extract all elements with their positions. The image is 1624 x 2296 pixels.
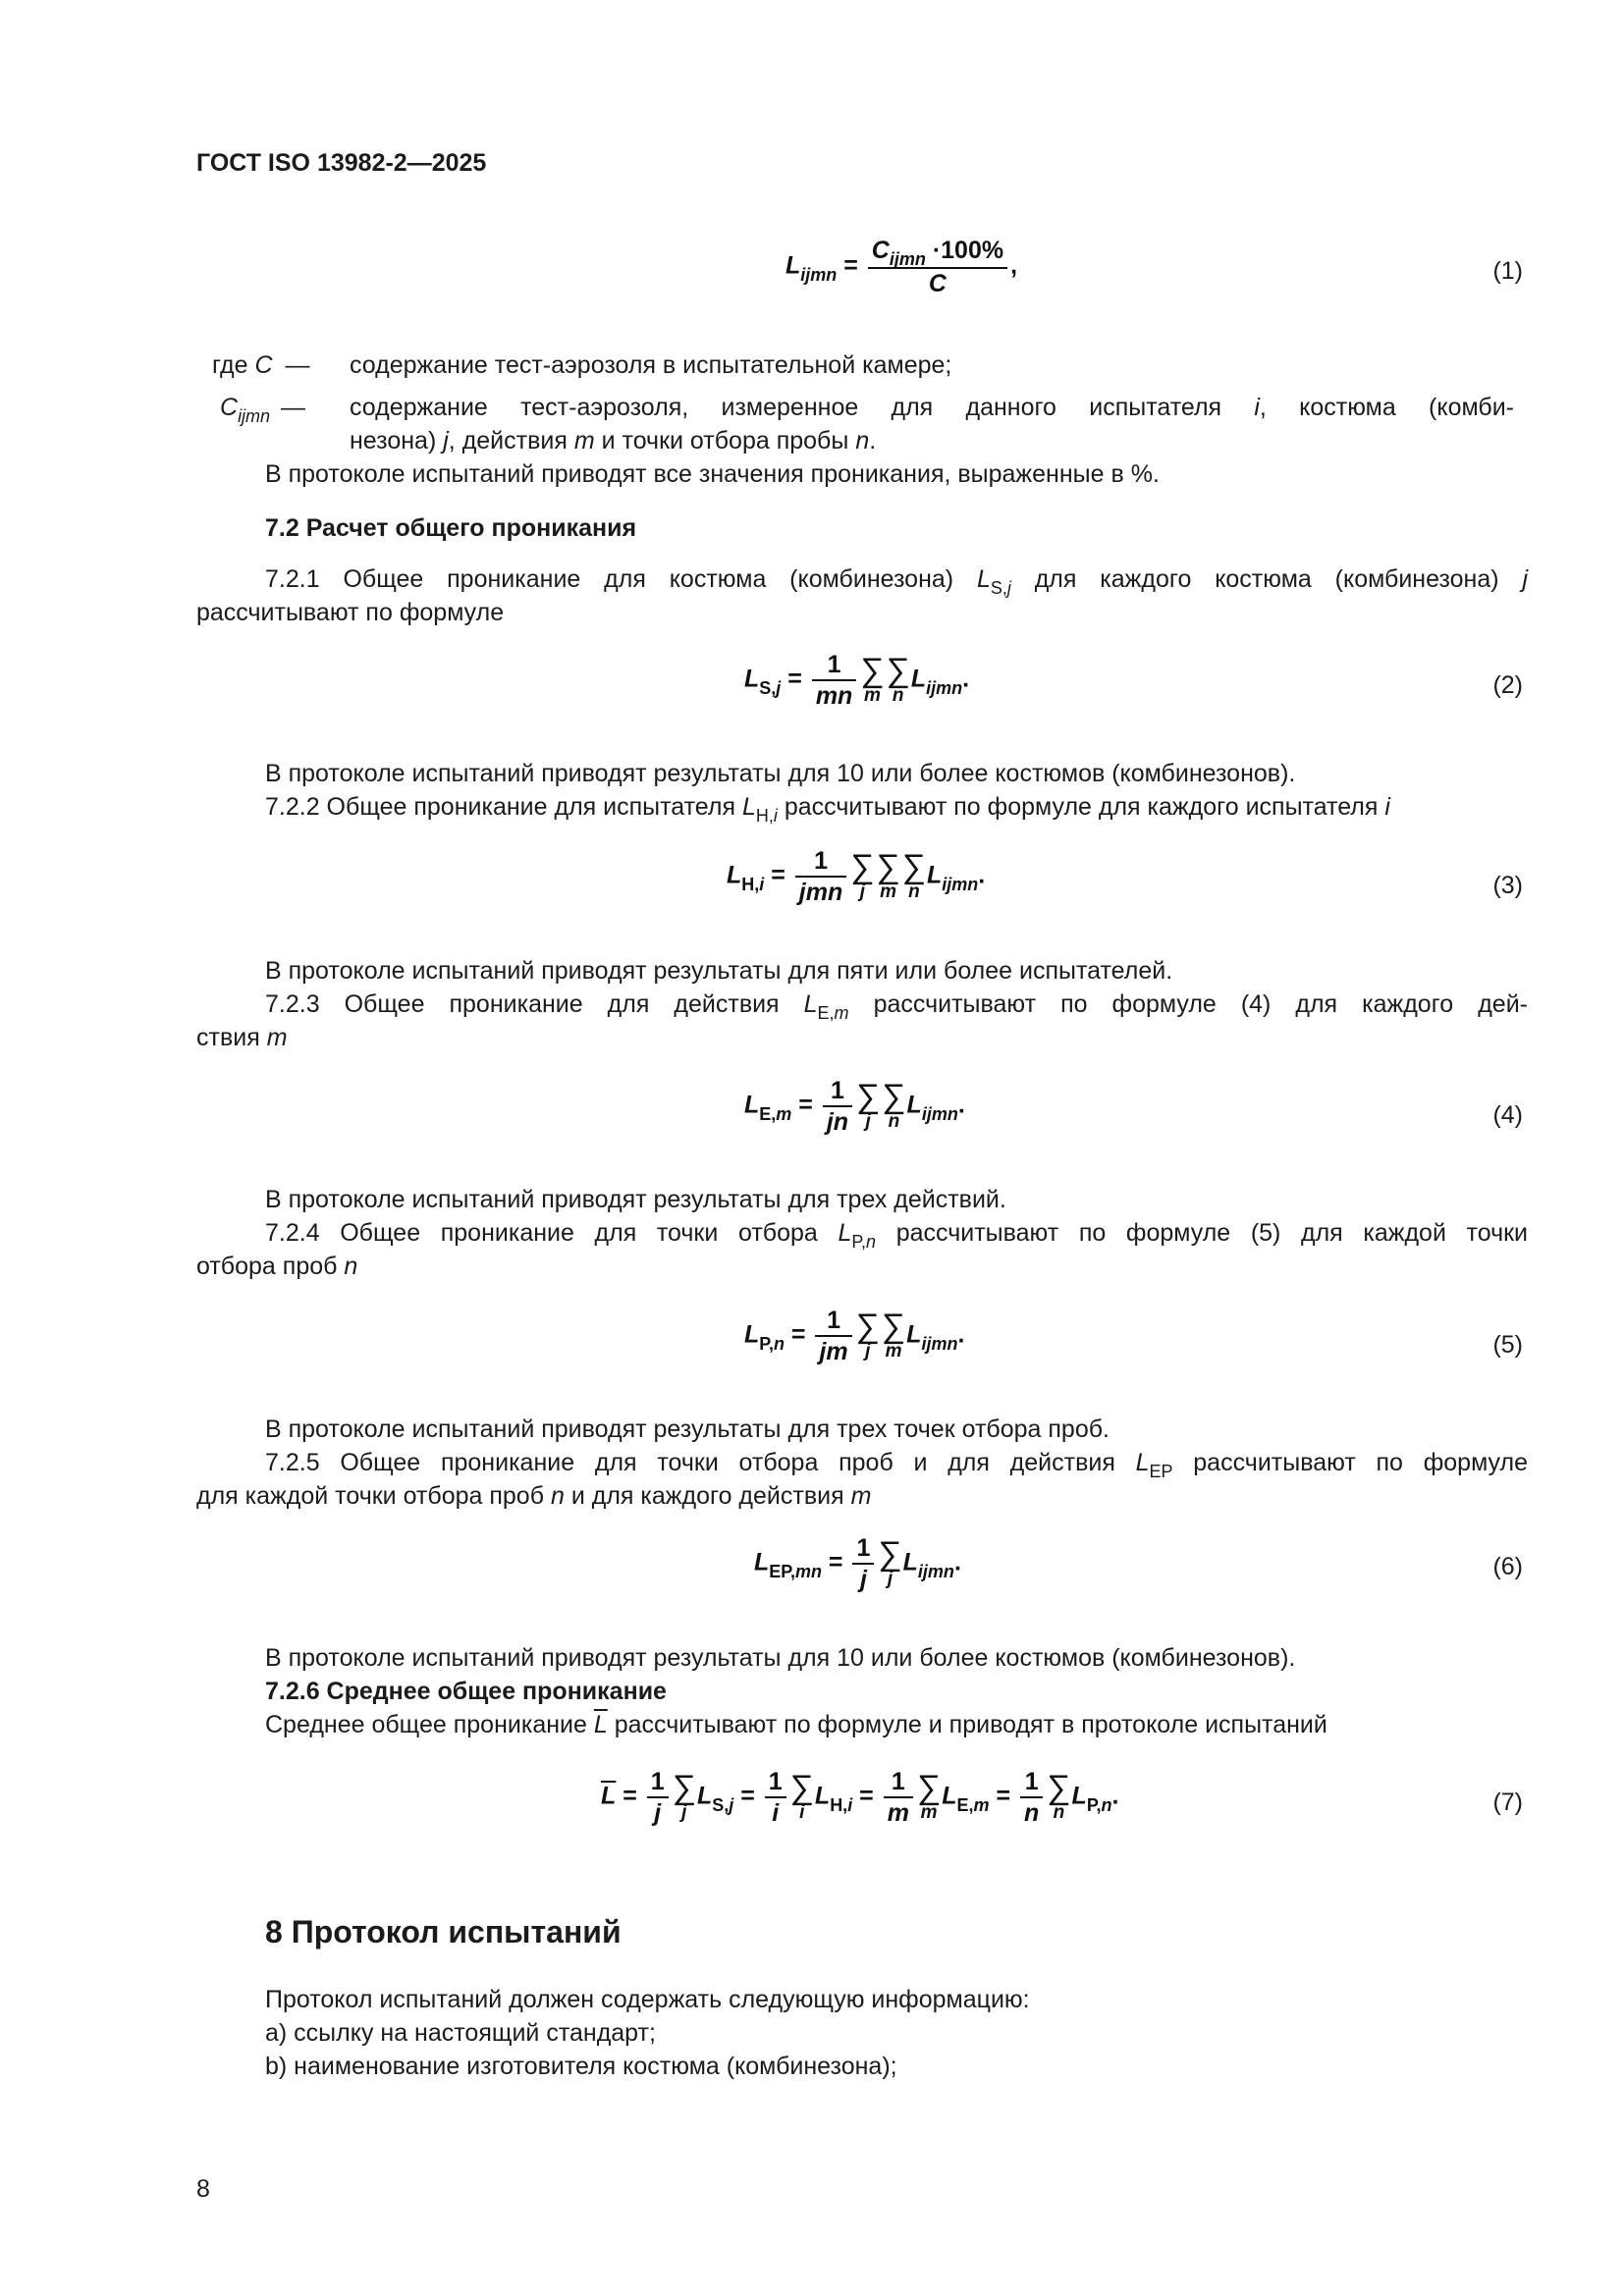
s723-symbol-sub-m: m [834, 1003, 849, 1023]
equation-number-2: (2) [1492, 671, 1523, 699]
s722-var: i [1384, 793, 1390, 821]
s725-symbol-sub: EP [1149, 1462, 1173, 1481]
equation-7: $\overline{L}$ = $\frac{1}{j}$ ∑ j $L_{S,j}$ = $\frac{1}{i}$ ∑ i $L_{H,i}$ = $\frac{1}{m}$ ∑ m $L_{E,m}$ = $\frac{1}{n}$ ∑ n $L_{P,n}$. [601, 1768, 1119, 1827]
s721-text-a: 7.2.1 Общее проникание для костюма (комбинезона) [265, 565, 954, 593]
s726-symbol-lbar: $\overline{L}$ [593, 1711, 608, 1738]
s725-symbol: L [1135, 1449, 1150, 1476]
paragraph-7-2-3 [265, 988, 1528, 1023]
s724-symbol-sub-n: n [866, 1232, 877, 1252]
document-header: ГОСТ ISO 13982-2—2025 [196, 149, 487, 177]
paragraph-5-testers: В протоколе испытаний приводят результаты для пяти или более испытателей. [265, 957, 1173, 985]
paragraph-7-2-1-line2: рассчитывают по формуле [196, 599, 505, 626]
page-number: 8 [196, 2175, 210, 2203]
cijmn-def-part-1: содержание тест-аэрозоля, измеренное для данного испытателя [350, 394, 1222, 421]
where-dash: — [285, 351, 310, 379]
equation-number-3: (3) [1492, 872, 1523, 899]
s725-line2-a: для каждой точки отбора проб [196, 1482, 545, 1510]
cijmn-def-part-4: , действия [448, 427, 568, 454]
section-7-2-title: 7.2 Расчет общего проникания [265, 514, 637, 542]
s721-var: j [1522, 565, 1528, 593]
where-dash-2: — [281, 394, 306, 421]
s722-symbol: L [741, 793, 756, 821]
s724-text-a: 7.2.4 Общее проникание для точки отбора [265, 1219, 818, 1247]
cijmn-var-n: n [855, 427, 870, 454]
equation-5: $L_{P,n}$ = $\frac{1}{jm}$ ∑ j ∑ m $L_{ijmn}$. [744, 1307, 965, 1365]
paragraph-7-2-4-line2 [196, 1250, 357, 1283]
s723-symbol: L [803, 990, 818, 1018]
paragraph-7-2-4 [265, 1216, 1528, 1252]
s721-symbol: L [976, 565, 991, 593]
paragraph-10-suits-b: В протоколе испытаний приводят результаты для 10 или более костюмов (комбинезонов). [265, 1644, 1296, 1672]
where-c-line [212, 348, 1528, 382]
section-8-intro: Протокол испытаний должен содержать следующую информацию: [265, 1986, 1030, 2013]
where-cijmn-symbol-line [220, 391, 305, 426]
where-cijmn-symbol: C [220, 394, 239, 421]
equation-number-1: (1) [1492, 257, 1523, 285]
equation-6: $L_{EP,mn}$ = $\frac{1}{j}$ ∑ j $L_{ijmn}$. [754, 1534, 961, 1593]
s725-var-m: m [850, 1482, 872, 1510]
s721-symbol-sub-j: j [1006, 578, 1011, 598]
cijmn-def-part-5: и точки отбора пробы [601, 427, 849, 454]
s723-symbol-sub: E, [817, 1003, 835, 1023]
cijmn-def-part-6: . [869, 427, 877, 454]
paragraph-7-2-6 [265, 1708, 1327, 1741]
s726-text-a: Среднее общее проникание [265, 1711, 587, 1738]
s723-line2: ствия [196, 1024, 260, 1051]
s724-text-b: рассчитывают по формуле (5) для каждой точки [895, 1219, 1529, 1247]
section-7-2-6-title: 7.2.6 Среднее общее проникание [265, 1678, 667, 1705]
paragraph-3-points: В протоколе испытаний приводят результаты для трех точек отбора проб. [265, 1415, 1110, 1443]
section-8-title: 8 Протокол испытаний [265, 1914, 622, 1949]
s725-var-n: n [550, 1482, 565, 1510]
paragraph-all-values: В протоколе испытаний приводят все значения проникания, выраженные в %. [265, 460, 1160, 488]
s725-text-a: 7.2.5 Общее проникание для точки отбора проб и для действия [265, 1449, 1115, 1476]
where-cijmn-sub: ijmn [238, 406, 271, 426]
s722-text-a: 7.2.2 Общее проникание для испытателя [265, 793, 736, 821]
s722-symbol-sub: H, [755, 806, 774, 826]
equation-1: $L_{ijmn}$ = $\frac{C_{ijmn} \cdot 100\%}{C}$ , [785, 237, 1018, 297]
s723-var: m [266, 1024, 288, 1051]
s724-symbol: L [838, 1219, 852, 1247]
s721-text-b: для каждого костюма (комбинезона) [1034, 565, 1499, 593]
equation-number-5: (5) [1492, 1331, 1523, 1359]
s724-line2: отбора проб [196, 1253, 338, 1280]
paragraph-7-2-2 [265, 790, 1532, 826]
section-8-item-a: a) ссылку на настоящий стандарт; [265, 2019, 656, 2047]
cijmn-def-part-3: незона) [350, 427, 437, 454]
where-c-definition: содержание тест-аэрозоля в испытательной камере; [350, 351, 952, 379]
cijmn-var-j: j [443, 427, 449, 454]
s722-symbol-sub-i: i [773, 806, 778, 826]
paragraph-7-2-3-line2 [196, 1021, 288, 1054]
s726-text-b: рассчитывают по формуле и приводят в протоколе испытаний [614, 1711, 1327, 1738]
s721-symbol-sub: S, [990, 578, 1007, 598]
equation-4: $L_{E,m}$ = $\frac{1}{jn}$ ∑ j ∑ n $L_{ijmn}$. [744, 1077, 965, 1136]
paragraph-7-2-5 [265, 1446, 1528, 1481]
cijmn-def-part-2: , костюма (комби- [1259, 394, 1514, 421]
s722-text-b: рассчитывают по формуле для каждого испытателя [784, 793, 1379, 821]
equation-number-4: (4) [1492, 1101, 1523, 1129]
cijmn-var-m: m [573, 427, 595, 454]
paragraph-7-2-1 [265, 562, 1528, 598]
where-cijmn-definition [350, 391, 1514, 424]
s725-text-b: рассчитывают по формуле [1193, 1449, 1528, 1476]
paragraph-10-suits-a: В протоколе испытаний приводят результаты для 10 или более костюмов (комбинезонов). [265, 760, 1296, 787]
s723-text-b: рассчитывают по формуле (4) для каждого дей- [873, 990, 1528, 1018]
paragraph-3-actions: В протоколе испытаний приводят результаты для трех действий. [265, 1186, 1006, 1213]
s723-text-a: 7.2.3 Общее проникание для действия [265, 990, 780, 1018]
paragraph-7-2-5-line2 [196, 1479, 871, 1513]
s725-line2-b: и для каждого действия [570, 1482, 844, 1510]
where-cijmn-definition-line2 [350, 424, 876, 457]
where-c-symbol: C [254, 351, 273, 379]
equation-number-7: (7) [1492, 1789, 1523, 1816]
equation-2: $L_{S,j}$ = $\frac{1}{mn}$ ∑ m ∑ n $L_{ijmn}$. [744, 651, 970, 710]
equation-number-6: (6) [1492, 1553, 1523, 1580]
cijmn-var-i: i [1254, 394, 1260, 421]
s724-var: n [344, 1253, 358, 1280]
section-8-item-b: b) наименование изготовителя костюма (комбинезона); [265, 2053, 897, 2080]
where-lead: где [212, 351, 248, 379]
s724-symbol-sub: P, [851, 1232, 867, 1252]
equation-3: $L_{H,i}$ = $\frac{1}{\text{jmn}}$ ∑ j ∑ m ∑ n $L_{ijmn}$. [727, 847, 986, 906]
